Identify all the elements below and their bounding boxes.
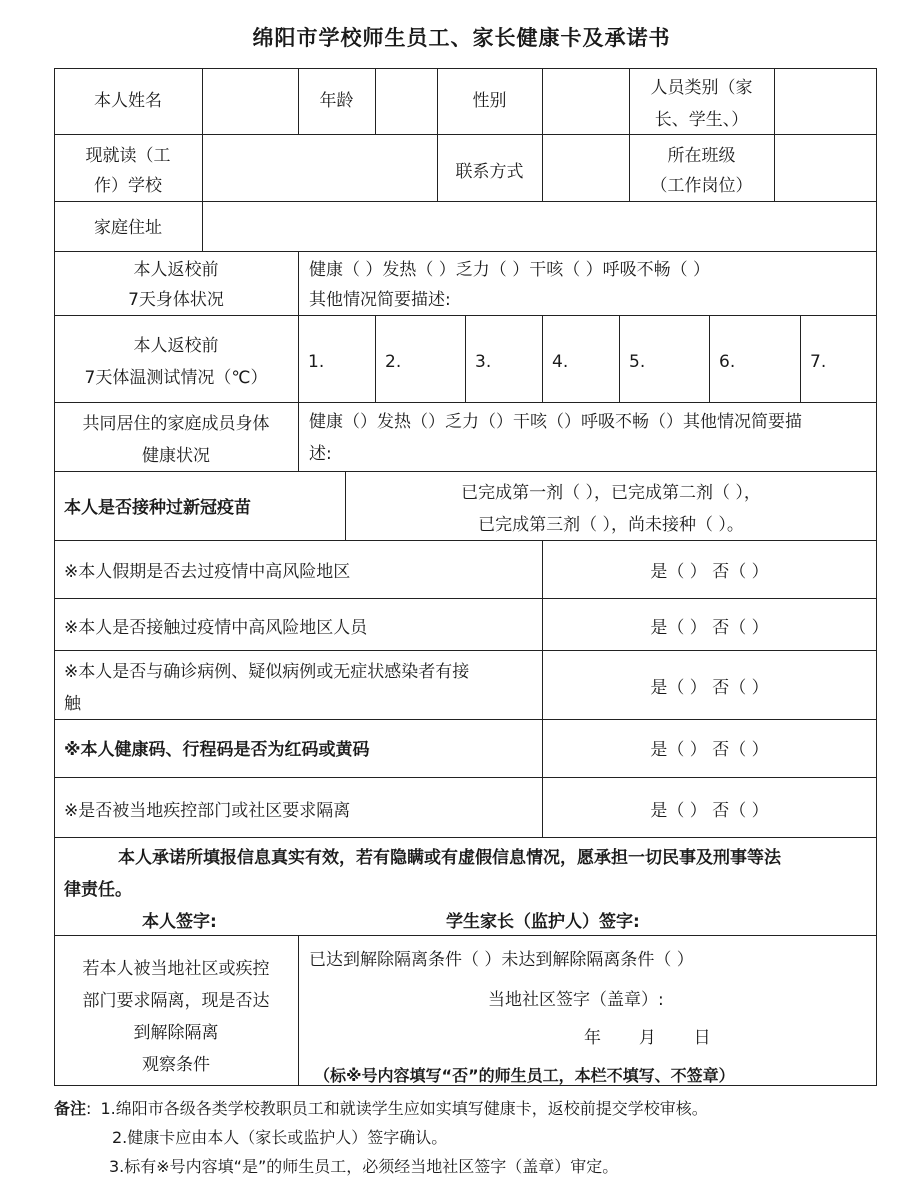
answer-health-code[interactable]: 是（ ） 否（ ） bbox=[650, 740, 769, 760]
address-input-cell[interactable] bbox=[202, 205, 877, 249]
isolation-options[interactable]: 已达到解除隔离条件（ ）未达到解除隔离条件（ ） bbox=[309, 950, 694, 970]
answer-high-risk-contact[interactable]: 是（ ） 否（ ） bbox=[650, 618, 769, 638]
note-item-2: 2.健康卡应由本人（家长或监护人）签字确认。 bbox=[112, 1128, 448, 1147]
col-divider bbox=[465, 315, 466, 402]
category-label-line2: 长、学生、） bbox=[654, 110, 749, 130]
row-divider bbox=[54, 598, 877, 599]
school-label-line1: 现就读（工 bbox=[85, 146, 171, 166]
col-divider bbox=[800, 315, 801, 402]
temperature-day-cell[interactable]: 2. bbox=[385, 352, 402, 372]
col-divider bbox=[619, 315, 620, 402]
signature-date[interactable]: 年 月 日 bbox=[584, 1028, 711, 1048]
address-label: 家庭住址 bbox=[94, 218, 162, 238]
temperature-day-cell[interactable]: 6. bbox=[719, 352, 736, 372]
col-divider bbox=[298, 251, 299, 315]
class-label-line2: （工作岗位） bbox=[650, 176, 753, 196]
body-status-other[interactable]: 其他情况简要描述: bbox=[309, 290, 451, 310]
pledge-text-line2: 律责任。 bbox=[64, 880, 132, 900]
contact-label: 联系方式 bbox=[455, 162, 524, 182]
isolation-label-line4: 观察条件 bbox=[142, 1055, 210, 1075]
temperature-day-cell[interactable]: 7. bbox=[810, 352, 827, 372]
name-label: 本人姓名 bbox=[94, 91, 162, 111]
question-case-contact-line1: ※本人是否与确诊病例、疑似病例或无症状感染者有接 bbox=[64, 662, 470, 682]
row-divider bbox=[54, 402, 877, 403]
family-health-options[interactable]: 健康（）发热（）乏力（）干咳（）呼吸不畅（）其他情况简要描 bbox=[309, 412, 802, 432]
question-high-risk-visit: ※本人假期是否去过疫情中高风险地区 bbox=[64, 562, 351, 582]
temperature-day-cell[interactable]: 4. bbox=[552, 352, 569, 372]
answer-isolation-required[interactable]: 是（ ） 否（ ） bbox=[650, 801, 769, 821]
pledge-text-line1: 本人承诺所填报信息真实有效，若有隐瞒或有虚假信息情况，愿承担一切民事及刑事等法 bbox=[118, 848, 781, 868]
family-health-other[interactable]: 述: bbox=[309, 444, 332, 464]
row-divider bbox=[54, 777, 877, 778]
col-divider bbox=[542, 315, 543, 402]
class-label-line1: 所在班级 bbox=[667, 146, 736, 166]
col-divider bbox=[298, 935, 299, 1086]
isolation-label-line3: 到解除隔离 bbox=[133, 1023, 219, 1043]
question-health-code: ※本人健康码、行程码是否为红码或黄码 bbox=[64, 740, 370, 760]
note-item-3: 3.标有※号内容填“是”的师生员工，必须经当地社区签字（盖章）审定。 bbox=[109, 1157, 619, 1176]
temperature-day-cell[interactable]: 5. bbox=[629, 352, 646, 372]
body-status-options[interactable]: 健康（ ）发热（ ）乏力（ ）干咳（ ）呼吸不畅（ ） bbox=[309, 260, 711, 280]
age-label: 年龄 bbox=[319, 91, 354, 111]
school-label-line2: 作）学校 bbox=[94, 176, 162, 196]
row-divider bbox=[54, 837, 877, 838]
vaccine-options-line1[interactable]: 已完成第一剂（ ），已完成第二剂（ ）， bbox=[461, 483, 761, 503]
isolation-label-line2: 部门要求隔离，现是否达 bbox=[82, 991, 270, 1011]
age-input-cell[interactable] bbox=[375, 72, 437, 132]
community-signature-label[interactable]: 当地社区签字（盖章）: bbox=[488, 990, 664, 1010]
vaccine-label: 本人是否接种过新冠疫苗 bbox=[64, 498, 251, 518]
answer-case-contact[interactable]: 是（ ） 否（ ） bbox=[650, 678, 769, 698]
notes-colon: : bbox=[86, 1099, 92, 1118]
category-label-line1: 人员类别（家 bbox=[650, 78, 753, 98]
col-divider bbox=[375, 315, 376, 402]
question-high-risk-contact: ※本人是否接触过疫情中高风险地区人员 bbox=[64, 618, 368, 638]
family-health-label-line1: 共同居住的家庭成员身体 bbox=[82, 414, 270, 434]
self-signature-label[interactable]: 本人签字: bbox=[142, 912, 217, 932]
temperature-day-cell[interactable]: 1. bbox=[308, 352, 325, 372]
col-divider bbox=[298, 402, 299, 471]
temperature-label-line1: 本人返校前 bbox=[133, 336, 219, 356]
row-divider bbox=[54, 251, 877, 252]
notes-section bbox=[54, 1094, 708, 1181]
family-health-label-line2: 健康状况 bbox=[142, 446, 210, 466]
class-input-cell[interactable] bbox=[774, 138, 877, 198]
parent-signature-label[interactable]: 学生家长（监护人）签字: bbox=[446, 912, 640, 932]
category-input-cell[interactable] bbox=[774, 72, 877, 132]
vaccine-options-line2[interactable]: 已完成第三剂（ ），尚未接种（ ）。 bbox=[478, 515, 744, 535]
isolation-label-line1: 若本人被当地社区或疾控 bbox=[82, 959, 270, 979]
notes-label: 备注 bbox=[54, 1099, 87, 1118]
row-divider bbox=[54, 719, 877, 720]
question-isolation-required: ※是否被当地疾控部门或社区要求隔离 bbox=[64, 801, 351, 821]
isolation-footnote: （标※号内容填写“否”的师生员工，本栏不填写、不签章） bbox=[314, 1066, 735, 1085]
row-divider bbox=[54, 650, 877, 651]
school-input-cell[interactable] bbox=[202, 138, 437, 198]
body-status-label-line2: 7天身体状况 bbox=[128, 290, 224, 310]
name-input-cell[interactable] bbox=[202, 72, 298, 132]
note-item-1: 1.绵阳市各级各类学校教职员工和就读学生应如实填写健康卡，返校前提交学校审核。 bbox=[100, 1099, 708, 1118]
col-divider bbox=[298, 315, 299, 402]
question-case-contact-line2: 触 bbox=[64, 694, 81, 714]
temperature-label-line2: 7天体温测试情况（℃） bbox=[84, 368, 268, 388]
temperature-day-cell[interactable]: 3. bbox=[475, 352, 492, 372]
answer-high-risk-visit[interactable]: 是（ ） 否（ ） bbox=[650, 562, 769, 582]
col-divider bbox=[709, 315, 710, 402]
body-status-label-line1: 本人返校前 bbox=[133, 260, 219, 280]
gender-input-cell[interactable] bbox=[542, 72, 629, 132]
gender-label: 性别 bbox=[472, 91, 507, 111]
contact-input-cell[interactable] bbox=[542, 138, 629, 198]
form-title: 绵阳市学校师生员工、家长健康卡及承诺书 bbox=[252, 26, 671, 50]
